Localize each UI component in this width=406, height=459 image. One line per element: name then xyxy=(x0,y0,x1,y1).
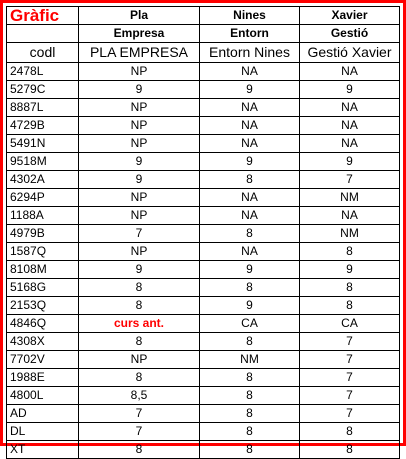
table-row xyxy=(7,207,400,225)
table-row xyxy=(7,405,400,423)
table-row xyxy=(7,279,400,297)
student-code-cell[interactable]: DL xyxy=(7,423,79,441)
grade-cell[interactable]: 9 xyxy=(200,153,300,171)
student-code-cell[interactable]: 4979B xyxy=(7,225,79,243)
student-code-cell[interactable]: XT xyxy=(7,441,79,459)
student-code-cell[interactable]: 1587Q xyxy=(7,243,79,261)
grade-cell[interactable]: 8 xyxy=(200,423,300,441)
grade-cell[interactable]: 7 xyxy=(79,405,200,423)
grade-cell[interactable]: 8 xyxy=(200,225,300,243)
grade-cell[interactable]: NA xyxy=(300,99,400,117)
student-code-cell[interactable]: 7702V xyxy=(7,351,79,369)
grade-cell[interactable]: NA xyxy=(300,135,400,153)
column-header-pla[interactable]: Pla xyxy=(79,7,200,25)
grade-cell[interactable]: NP xyxy=(79,351,200,369)
grade-cell[interactable]: 8 xyxy=(200,171,300,189)
grade-cell[interactable]: curs ant. xyxy=(79,315,200,333)
table-body xyxy=(7,7,400,459)
grade-cell[interactable]: 7 xyxy=(300,333,400,351)
student-code-cell[interactable]: 2153Q xyxy=(7,297,79,315)
column-full-pla[interactable]: PLA EMPRESA xyxy=(79,43,200,63)
grade-cell[interactable]: 8 xyxy=(300,243,400,261)
grade-cell[interactable]: 7 xyxy=(300,405,400,423)
grade-cell[interactable]: 9 xyxy=(200,261,300,279)
grade-cell[interactable]: NA xyxy=(200,189,300,207)
grade-cell[interactable]: 9 xyxy=(79,261,200,279)
table-row xyxy=(7,315,400,333)
column-full-xavier[interactable]: Gestió Xavier xyxy=(300,43,400,63)
table-row xyxy=(7,261,400,279)
grade-cell[interactable]: 9 xyxy=(200,297,300,315)
table-row xyxy=(7,171,400,189)
grade-cell[interactable]: 7 xyxy=(300,387,400,405)
grade-cell[interactable]: 8 xyxy=(300,279,400,297)
grade-cell[interactable]: NA xyxy=(200,243,300,261)
grade-cell[interactable]: 9 xyxy=(79,81,200,99)
grade-cell[interactable]: NA xyxy=(200,63,300,81)
table-row xyxy=(7,81,400,99)
table-row xyxy=(7,333,400,351)
student-code-cell[interactable]: AD xyxy=(7,405,79,423)
grade-cell[interactable]: NP xyxy=(79,243,200,261)
grade-cell[interactable]: 7 xyxy=(300,351,400,369)
grade-cell[interactable]: 8 xyxy=(300,297,400,315)
table-row xyxy=(7,297,400,315)
grade-cell[interactable]: NA xyxy=(200,99,300,117)
student-code-cell[interactable]: 5168G xyxy=(7,279,79,297)
student-code-cell[interactable]: 8108M xyxy=(7,261,79,279)
column-header-xavier[interactable]: Xavier xyxy=(300,7,400,25)
student-code-cell[interactable]: 1188A xyxy=(7,207,79,225)
student-code-cell[interactable]: 8887L xyxy=(7,99,79,117)
student-code-cell[interactable]: 9518M xyxy=(7,153,79,171)
grade-cell[interactable]: NP xyxy=(79,207,200,225)
student-code-cell[interactable]: 4308X xyxy=(7,333,79,351)
grade-cell[interactable]: NM xyxy=(200,351,300,369)
student-code-cell[interactable]: 1988E xyxy=(7,369,79,387)
grade-cell[interactable]: NA xyxy=(200,135,300,153)
grade-cell[interactable]: 8,5 xyxy=(79,387,200,405)
student-code-cell[interactable]: 6294P xyxy=(7,189,79,207)
student-code-cell[interactable]: 4846Q xyxy=(7,315,79,333)
column-header-nines[interactable]: Nines xyxy=(200,7,300,25)
grade-cell[interactable]: 8 xyxy=(300,423,400,441)
column-sub-nines[interactable]: Entorn xyxy=(200,25,300,43)
column-sub-xavier[interactable]: Gestió xyxy=(300,25,400,43)
table-row xyxy=(7,135,400,153)
grade-cell[interactable]: NA xyxy=(200,117,300,135)
student-code-cell[interactable]: 4729B xyxy=(7,117,79,135)
table-row xyxy=(7,441,400,459)
grade-cell[interactable]: 7 xyxy=(79,423,200,441)
grade-cell[interactable]: 9 xyxy=(300,261,400,279)
grade-cell[interactable]: NA xyxy=(300,63,400,81)
grade-cell[interactable]: 8 xyxy=(300,441,400,459)
grade-cell[interactable]: NM xyxy=(300,189,400,207)
student-code-cell[interactable]: 5491N xyxy=(7,135,79,153)
grades-table xyxy=(6,6,400,459)
table-row xyxy=(7,153,400,171)
grade-cell[interactable]: NA xyxy=(300,207,400,225)
table-row xyxy=(7,99,400,117)
grade-cell[interactable]: 7 xyxy=(300,171,400,189)
grade-cell[interactable]: NP xyxy=(79,135,200,153)
column-full-nines[interactable]: Entorn Nines xyxy=(200,43,300,63)
grade-cell[interactable]: 8 xyxy=(200,369,300,387)
grade-cell[interactable]: NP xyxy=(79,117,200,135)
grade-cell[interactable]: 9 xyxy=(300,153,400,171)
table-row xyxy=(7,117,400,135)
table-row xyxy=(7,351,400,369)
table-row xyxy=(7,423,400,441)
grade-cell[interactable]: 8 xyxy=(79,369,200,387)
grade-cell[interactable]: 7 xyxy=(79,225,200,243)
header-row-full xyxy=(7,43,400,63)
grade-cell[interactable]: NA xyxy=(200,207,300,225)
grade-cell[interactable]: NP xyxy=(79,189,200,207)
grade-cell[interactable]: CA xyxy=(300,315,400,333)
grade-cell[interactable]: 8 xyxy=(79,297,200,315)
grade-cell[interactable]: NP xyxy=(79,99,200,117)
table-row xyxy=(7,225,400,243)
grade-cell[interactable]: 9 xyxy=(79,171,200,189)
grade-cell[interactable]: 8 xyxy=(200,333,300,351)
code-header[interactable]: codl xyxy=(7,43,79,63)
table-row xyxy=(7,387,400,405)
table-row xyxy=(7,243,400,261)
grade-cell[interactable]: 8 xyxy=(200,279,300,297)
student-code-cell[interactable]: 4302A xyxy=(7,171,79,189)
grade-cell[interactable]: 9 xyxy=(300,81,400,99)
table-row xyxy=(7,369,400,387)
grade-cell[interactable]: 7 xyxy=(300,369,400,387)
grade-cell[interactable]: 8 xyxy=(79,441,200,459)
grade-cell[interactable]: NM xyxy=(300,225,400,243)
grade-cell[interactable]: 8 xyxy=(79,279,200,297)
grade-cell[interactable]: 9 xyxy=(200,81,300,99)
student-code-cell[interactable]: 4800L xyxy=(7,387,79,405)
grade-cell[interactable]: 8 xyxy=(79,333,200,351)
sheet-title[interactable]: Gràfic xyxy=(7,7,79,25)
table-row xyxy=(7,189,400,207)
grade-cell[interactable]: 8 xyxy=(200,441,300,459)
header-row-name xyxy=(7,7,400,25)
grade-cell[interactable]: CA xyxy=(200,315,300,333)
empty-cell[interactable] xyxy=(7,25,79,43)
grade-cell[interactable]: 8 xyxy=(200,387,300,405)
column-sub-pla[interactable]: Empresa xyxy=(79,25,200,43)
student-code-cell[interactable]: 2478L xyxy=(7,63,79,81)
table-row xyxy=(7,63,400,81)
grade-cell[interactable]: NA xyxy=(300,117,400,135)
student-code-cell[interactable]: 5279C xyxy=(7,81,79,99)
header-row-sub xyxy=(7,25,400,43)
grade-cell[interactable]: 8 xyxy=(200,405,300,423)
grade-cell[interactable]: 9 xyxy=(79,153,200,171)
grade-cell[interactable]: NP xyxy=(79,63,200,81)
